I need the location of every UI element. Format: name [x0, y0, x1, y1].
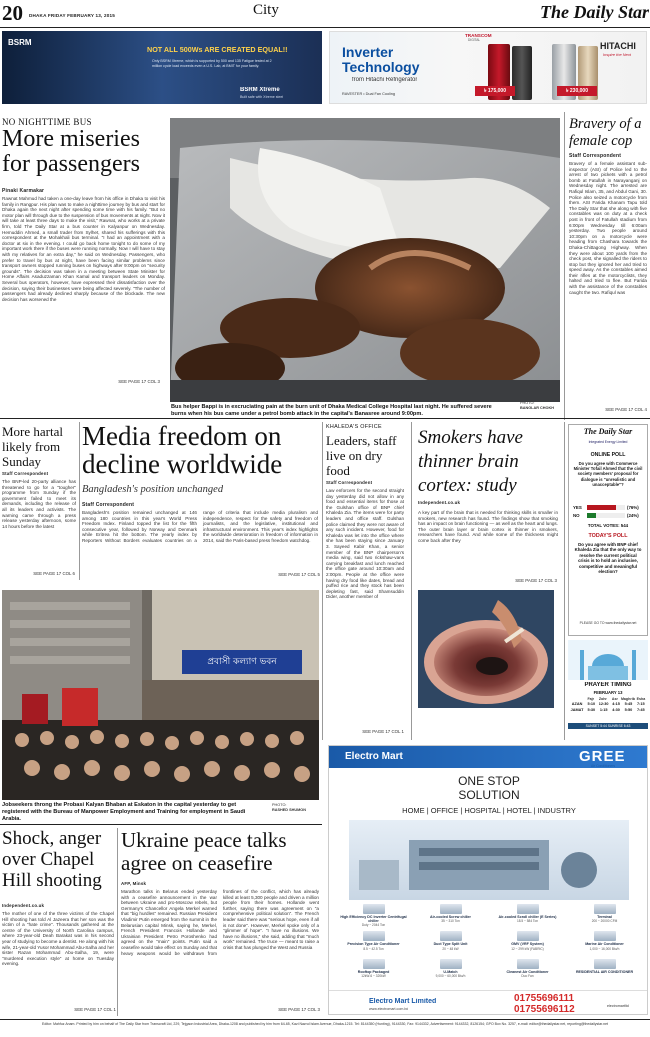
prayer-cell: 12:30 — [598, 702, 609, 706]
bsrm-logo: BSRM — [8, 38, 32, 47]
khaleda-continued[interactable]: SEE PAGE 17 COL 1 — [362, 729, 404, 734]
jobseekers-photo — [2, 590, 319, 800]
gree-logo: GREE — [579, 748, 626, 765]
prayer-cell: AZAN — [571, 702, 583, 706]
electromart-footer-brand: Electro Mart Limited — [369, 998, 437, 1005]
chapel-hill-byline: Independent.co.uk — [2, 903, 45, 908]
hitachi-title-2: Technology — [342, 59, 420, 75]
media-subhead: Bangladesh's position unchanged — [82, 484, 224, 495]
poll-yes-track — [587, 505, 625, 510]
bsrm-xtreme-logo: BSRM Xtreme — [240, 87, 280, 93]
product-spec: 35 ~ 310 Ton — [441, 919, 460, 924]
prayer-cell: 5:45 — [624, 702, 633, 706]
prayer-cell: JAMAT — [570, 708, 584, 712]
row-rule-2 — [0, 824, 322, 825]
prayer-cell: 1:15 — [599, 708, 608, 712]
electromart-footer-logo: electromartltd — [607, 1004, 629, 1008]
product-item[interactable] — [489, 959, 566, 986]
product-item[interactable] — [412, 931, 489, 958]
product-spec: 9,000 ~ 60,000 Btu/h — [435, 973, 466, 978]
electromart-headline: ONE STOP SOLUTION — [458, 774, 520, 802]
ukraine-headline[interactable]: Ukraine peace talks agree on ceasefire — [121, 829, 287, 875]
night-bus-continued[interactable]: SEE PAGE 17 COL 3 — [118, 379, 160, 384]
ukraine-byline: AFP, Minsk — [121, 881, 147, 886]
poll-yes-bar — [587, 505, 616, 510]
electromart-banner-image — [349, 820, 629, 900]
hartal-body: The BNP-led 20-party alliance has threatened to go for a "tougher" programme from Sunday if the government failed to meet its demands, including the release of all its leaders and activists. The warning came through a press release yesterday afternoon, some 14 hours before the latest — [2, 479, 76, 529]
burn-victim-caption: Bus helper Bappi is in excruciating pain at the burn unit of Dhaka Medical College Hospital last night. He suffered severe burns when his bus came under a petrol bomb attack in the capital's Banasree around 9:00pm. — [171, 404, 492, 418]
prayer-header-cell: Asr — [611, 697, 618, 701]
product-thumb-icon — [363, 931, 385, 941]
product-spec: 8.5 ~ 42.5 Ton — [363, 946, 384, 951]
ukraine-body: Marathon talks in Belarus ended yesterday with a ceasefire announcement in the war between Ukraine and pro-Moscow rebels, but Germany's Chancellor Angela Merkel warned that "big hurdles" remained. Russian President Vladimir Putin emerged from the summit in the Belarusian capital Minsk, saying he, Merkel, French President Francois Hollande and Ukrainian President Petro Poroshenko had agreed on the "main" points. Putin said a ceasefire would take effect on Sunday and that heavy weapons would be withdrawn from frontlines of the conflict, which has already killed at least 5,300 people and driven a million people from their homes. Hollande went further, saying there was agreement on "a comprehensive political solution". The French leader said there was "serious hope, even if all is not done". However, Merkel spoke only of a "glimmer of hope". "I have no illusions. We have no illusions," she said, adding that "much work" remained. The truce — meant to raise a crisis that has plunged the West and Russia — [121, 889, 319, 956]
hitachi-ad[interactable] — [329, 31, 647, 104]
night-bus-headline[interactable]: More miseries for passengers — [2, 127, 140, 177]
media-continued[interactable]: SEE PAGE 17 COL 5 — [278, 572, 320, 577]
poll-no-bar — [587, 513, 596, 518]
bsrm-body: Only BSRM Xtreme, which is supported by 500 and 135 Fatigue tested at 2 million cycle load exceeds even a U.S. Lab, at BMIT for your family. — [152, 59, 272, 68]
bravery-body: Bravery of a female assistant sub-inspector (ASI) of Police led to the arrest of two pickets with a petrol bomb at Fatullah in Narayanganj on Wednesday night. The arrested are Rafiqul Islam, 35, and Abdul Gani, 30. Police also seized a motorcycle from them. ASI Farida Khanam Tapu told The Daily Star that she along with five constables was on duty at a check post in front of Fatullah stadium from 6:00pm Wednesday till 6:00am yesterday. Two people around 10:30pm on a motorcycle were heading from Chashara towards the Dhaka-Chittagong Highway. When they were about 100 yards from the check post, she signalled the riders to stop but they ignored her and tried to speed away. As the constables aimed their rifles at the motorcyclists, they halted and tried to flee. But Farida with the assistance of the constables caught the two. Rafiqul was — [569, 161, 647, 295]
product-name: RESIDENTIAL AIR CONDITIONER — [575, 969, 634, 974]
product-item[interactable] — [566, 931, 643, 958]
bravery-headline[interactable]: Bravery of a female cop — [569, 116, 642, 149]
product-spec: 12kW-6 ~ 320kW — [361, 973, 386, 978]
poll-header-logo: The Daily Star — [583, 427, 633, 436]
product-thumb-icon — [517, 959, 539, 969]
product-item[interactable] — [489, 904, 566, 931]
product-item[interactable] — [566, 959, 643, 986]
poll-votes: TOTAL VOTES: 544 — [587, 523, 629, 528]
product-name: Terminal — [597, 915, 612, 919]
poll-vote-link[interactable]: PLEASE GO TO www.thedailystar.net — [579, 621, 637, 625]
hartal-byline: Staff Correspondent — [2, 471, 49, 476]
prayer-sunset: SUNSET 5:44 SUNRISE 6:43 — [568, 723, 648, 729]
col-divider-5 — [564, 422, 565, 740]
transcom-logo: TRANSCOM — [465, 33, 492, 38]
burn-victim-photo — [170, 118, 560, 402]
prayer-cell: 7:45 — [636, 708, 645, 712]
smokers-headline[interactable]: Smokers have thinner brain cortex: study — [418, 427, 523, 496]
product-name: Precision Type Air Conditioner — [347, 942, 400, 947]
hitachi-title-1: Inverter — [342, 44, 394, 60]
media-byline: Staff Correspondent — [82, 502, 135, 508]
product-thumb-icon — [440, 931, 462, 941]
jobseekers-caption: Jobseekers throng the Probasi Kalyan Bhaban at Eskaton in the capital yesterday to get registered with the Bureau of Manpower Employment and Training for employment in Saudi Arabia. — [2, 802, 246, 823]
todays-poll-question: Do you agree with BNP chief Khaleda Zia that the only way to resolve the current political crisis is to hold an inclusive, competitive and meaningful election? — [574, 542, 642, 575]
product-item[interactable] — [412, 959, 489, 986]
ashtray-photo — [418, 590, 554, 708]
col-divider-3 — [322, 422, 323, 740]
hitachi-feature: RAVESTER • Dual Fan Cooling — [342, 92, 395, 96]
prayer-cell: 4:30 — [612, 708, 620, 712]
smokers-byline: Independent.co.uk — [418, 500, 461, 505]
product-item[interactable] — [335, 959, 412, 986]
electromart-phone-1[interactable]: 01755696111 — [514, 993, 575, 1004]
col-divider-6 — [117, 828, 118, 1016]
product-spec: 12 ~ 299 kW (FABRIC) — [511, 946, 544, 951]
product-name: U-Match — [443, 969, 458, 974]
product-name: GMV (VRF System) — [511, 942, 544, 947]
product-thumb-icon — [363, 959, 385, 969]
price-tag-1: ৳ 175,000 — [475, 86, 515, 96]
electromart-sectors: HOME | OFFICE | HOSPITAL | HOTEL | INDUSTRY — [402, 806, 576, 815]
product-thumb-icon — [440, 904, 462, 914]
product-spec: Duo Fan — [521, 973, 534, 978]
jobseekers-credit: RASHED SHUMON — [272, 808, 306, 812]
electromart-product-grid — [335, 904, 643, 986]
burn-victim-credit: BANGLAR CHOKH — [520, 406, 554, 410]
product-name: Air-cooled Scroll chiller (E Series) — [498, 915, 557, 919]
product-thumb-icon — [517, 931, 539, 941]
bsrm-ad[interactable] — [2, 31, 322, 104]
prayer-rows — [569, 701, 647, 713]
product-name: Marine Air Conditioner — [585, 942, 624, 947]
prayer-header-cell: Zohr — [598, 697, 607, 701]
prayer-date: FEBRUARY 13 — [593, 690, 623, 695]
electromart-ad[interactable] — [328, 745, 648, 1015]
khaleda-byline: Staff Correspondent — [326, 480, 373, 485]
media-headline[interactable]: Media freedom on decline worldwide — [82, 422, 283, 478]
poll-no-track — [587, 513, 625, 518]
prayer-title: PRAYER TIMING — [584, 682, 632, 688]
product-thumb-icon — [440, 959, 462, 969]
bsrm-headline: NOT ALL 500Ws ARE CREATED EQUAL!! — [147, 45, 288, 54]
electromart-phone-2[interactable]: 01755696112 — [514, 1004, 575, 1015]
online-poll-box — [568, 424, 648, 636]
bravery-byline: Staff Correspondent — [569, 153, 622, 159]
product-thumb-icon — [594, 959, 616, 969]
ashtray-image — [418, 590, 554, 708]
poll-no-pct: (24%) — [627, 513, 639, 518]
masthead — [0, 0, 650, 28]
product-spec: 18.5 ~ 584 Ton — [516, 919, 539, 924]
product-name: Air-cooled Screw chiller — [430, 915, 471, 919]
media-body: Bangladesh's position remained unchanged at 146 among 180 countries in this year's World Press Freedom Index. Finland topped the list for the fifth consecutive year, followed by Norway and Denmark while Eritrea hit the bottom. The yearly index by Reporters Without Borders evaluates countries on a range of criteria that include media pluralism and independence, respect for the safety and freedom of journalists, and the legislative, institutional and infrastructural environment. This year's index highlights the worldwide deterioration in freedom of information in 2014, said the Paris-based press freedom watchdog. — [82, 510, 318, 543]
product-item[interactable] — [566, 904, 643, 931]
prayer-cell: 5:10 — [587, 702, 596, 706]
product-thumb-icon — [594, 931, 616, 941]
hitachi-tagline: Inspire the Next — [603, 52, 632, 57]
prayer-row — [569, 707, 647, 713]
section-title: City — [253, 2, 279, 18]
product-name: Cleanest Air Conditioner — [506, 969, 549, 974]
product-spec: 20 ~ 48 kW — [442, 946, 459, 951]
col-divider-4 — [411, 422, 412, 740]
bravery-continued[interactable]: SEE PAGE 17 COL 4 — [605, 407, 647, 412]
page-number: 20 — [2, 1, 23, 25]
electromart-logo: Electro Mart — [345, 751, 403, 762]
prayer-header-cell: Esha — [636, 697, 646, 701]
jobseekers-image — [2, 590, 319, 800]
prayer-cell: 7:15 — [636, 702, 645, 706]
poll-partner: Integrated Energy Limited — [588, 440, 628, 444]
poll-yes-label: YES — [573, 505, 582, 510]
gree-sub: Air Conditioners — [591, 764, 616, 768]
product-item[interactable] — [489, 931, 566, 958]
smokers-body: A key part of the brain that is needed for thinking skills is smaller in smokers, new research has found. The findings show that smoking has an impact on brain functioning — as well as the heart and lungs. The outer brain layer or brain cortex is thinner in smokers, researchers have found. And while some of the thickness might come back after they — [418, 510, 558, 543]
chiller-image — [349, 820, 629, 900]
transcom-sub: DIGITAL — [468, 38, 481, 42]
poll-yes-pct: (76%) — [627, 505, 639, 510]
prayer-header-cell: Maghrib — [620, 697, 635, 701]
product-spec: 200 ~ 20000 CFM — [591, 919, 618, 924]
product-thumb-icon — [517, 904, 539, 914]
ukraine-continued[interactable]: SEE PAGE 17 COL 3 — [278, 1007, 320, 1012]
product-thumb-icon — [363, 904, 385, 914]
poll-no-label: NO — [573, 513, 580, 518]
burn-victim-credit-label: PHOTO: — [520, 401, 535, 405]
product-name: High Efficiency DC Inverter Centrifugal chiller — [340, 915, 407, 924]
todays-poll-title: TODAY'S POLL — [588, 533, 628, 539]
electromart-footer — [329, 990, 648, 1015]
price-tag-2: ৳ 230,000 — [557, 86, 597, 96]
footer-rule — [0, 1019, 650, 1020]
product-spec: Duty ~ 2044 Ton — [361, 923, 386, 928]
prayer-cell: 4:15 — [612, 702, 620, 706]
khaleda-kicker: KHALEDA'S OFFICE — [326, 424, 382, 430]
chapel-hill-headline[interactable]: Shock, anger over Chapel Hill shooting — [2, 828, 102, 891]
footer-imprint: Editor: Mahfuz Anam. Printed by him on behalf of The Daily Star from Transcraft Ltd, 229, Tejgaon Industrial Area, Dhaka-1208 and published by him from 64-65, Kazi Nazrul Islam Avenue, Dhaka-1215. Tel: 8144350 (Hunting), 9144330, Fax: 9144332, Advertisement: 9144332, 8126154; GPO Box No. 3257, e-mail: editor@thedailystar.net, reporting@thedailystar.net — [41, 1022, 608, 1026]
product-item[interactable] — [335, 931, 412, 958]
khaleda-headline[interactable]: Leaders, staff live on dry food — [326, 433, 397, 478]
product-item[interactable] — [335, 904, 412, 931]
chapel-hill-body: The mother of one of the three victims of the Chapel Hill shooting has told Al Jazeera that her son was the victim of a "hate crime". Thousands gathered at the centre of the University of North Carolina campus, where 23-year-old Deah Barakat was in his second year of studying to become a dentist. He along with his wife, 21-year-old Yusor Mohammad Abu-Salha and her sister Razan Mohammad Abu-Salha, 19, were "murdered execution style" at home on Tuesday evening. — [2, 911, 114, 967]
prayer-table — [569, 697, 647, 713]
product-name: Rooftop Packaged — [357, 969, 390, 974]
night-bus-byline: Pinaki Karmakar — [2, 188, 45, 194]
fridge-dark — [512, 46, 532, 100]
khaleda-body: Law enforcers for the second straight day yesterday did not allow in any food and essential items for those at the Gulshan office of BNP chief Khaleda Zia. The items were for party leaders and office staff. Gulshan police claimed they were not aware of any such incident. However, food for Khaleda was let into the office where she has been staying since January 3. Sayeed Kabir Khan, a senior member of the BNP chairperson's media wing, said two rickshaw-vans carrying breakfast and lunch reached the office gate around 10:30am and 2:00pm. People at the office were having dry food like dates, bread and puffed rice and they stock has been depleting fast, said Shamsuddin Dider, another member of — [326, 488, 404, 600]
column-divider — [564, 112, 565, 420]
smokers-continued[interactable]: SEE PAGE 17 COL 3 — [515, 578, 557, 583]
masthead-rule — [0, 27, 650, 28]
night-bus-body: Rawnat Mahmud had taken a one-day leave from his office in Dhaka to visit his family in Rangpur. His plan was to make a nighttime journey by bus and start for Dhaka again the next night after spending some time with his family. "But no motor plan will through due to the suspension of bus movements at night. Now it will take at least three days to make the visit," Rawnat, who works at a private firm, told The Daily Star at a bus counter in Kalyanpur on Wednesday. Hemuddin Ahmed, a small trader from Sylhet, shared his sufferings with this correspondent at the Mohakhali bus terminal. "I had an appointment with a doctor at six in the evening. I could go back home tonight to do some of my important work there if the buses were running normally. Now I will have to stay with my relatives for an extra day," he said on Wednesday. Passengers, who prefer to travel by bus at night, have been facing similar problems since transport owners stopped running buses on highways after 9:00pm on "security grounds". The decision was taken in a meeting between State Minister for Home Affairs Asaduzzaman Khan Kamal and transport leaders on Monday. Several bus operators, however, have expressed their dissatisfaction over the decision, saying their businesses were being affected severely. "The number of passengers had already declined sharply because of the blockade. The new decision has worsened the — [2, 196, 165, 302]
col-divider-2 — [79, 422, 80, 580]
product-name: Duct Type Split Unit — [433, 942, 468, 947]
chapel-hill-continued[interactable]: SEE PAGE 17 COL 1 — [74, 1007, 116, 1012]
prayer-cell: 5:50 — [624, 708, 633, 712]
mosque-icon — [568, 640, 648, 680]
burn-victim-image — [170, 118, 560, 402]
prayer-timing-box — [568, 640, 648, 738]
night-bus-kicker: NO NIGHTTIME BUS — [2, 117, 92, 127]
poll-question: Do you agree with Commerce Minister Tofail Ahmed that the civil society members' proposal for dialogue is "unrealistic and unacceptable"? — [573, 461, 643, 487]
hitachi-subtitle: from Hitachi Refrigerator — [352, 77, 418, 83]
row-rule-1 — [0, 418, 650, 419]
hartal-continued[interactable]: SEE PAGE 17 COL 6 — [33, 571, 75, 576]
product-thumb-icon — [594, 904, 616, 914]
jobseekers-banner: প্রবাসী কল্যাণ ভবন — [207, 657, 277, 667]
prayer-cell: 5:30 — [587, 708, 596, 712]
product-item[interactable] — [412, 904, 489, 931]
prayer-header-cell: Fajr — [587, 697, 595, 701]
product-spec: 1,000 ~ 16,000 Btu/h — [589, 946, 620, 951]
hitachi-logo: HITACHI — [600, 41, 636, 51]
paper-logo: The Daily Star — [540, 2, 650, 22]
jobseekers-credit-label: PHOTO: — [272, 803, 287, 807]
dateline: DHAKA FRIDAY FEBRUARY 13, 2015 — [29, 13, 115, 18]
electromart-url[interactable]: www.electromart.com.bd — [369, 1007, 409, 1011]
poll-title: ONLINE POLL — [590, 452, 626, 458]
hartal-headline[interactable]: More hartal likely from Sunday — [2, 424, 64, 469]
bsrm-tagline: Built safe with Xtreme steel — [240, 95, 284, 99]
